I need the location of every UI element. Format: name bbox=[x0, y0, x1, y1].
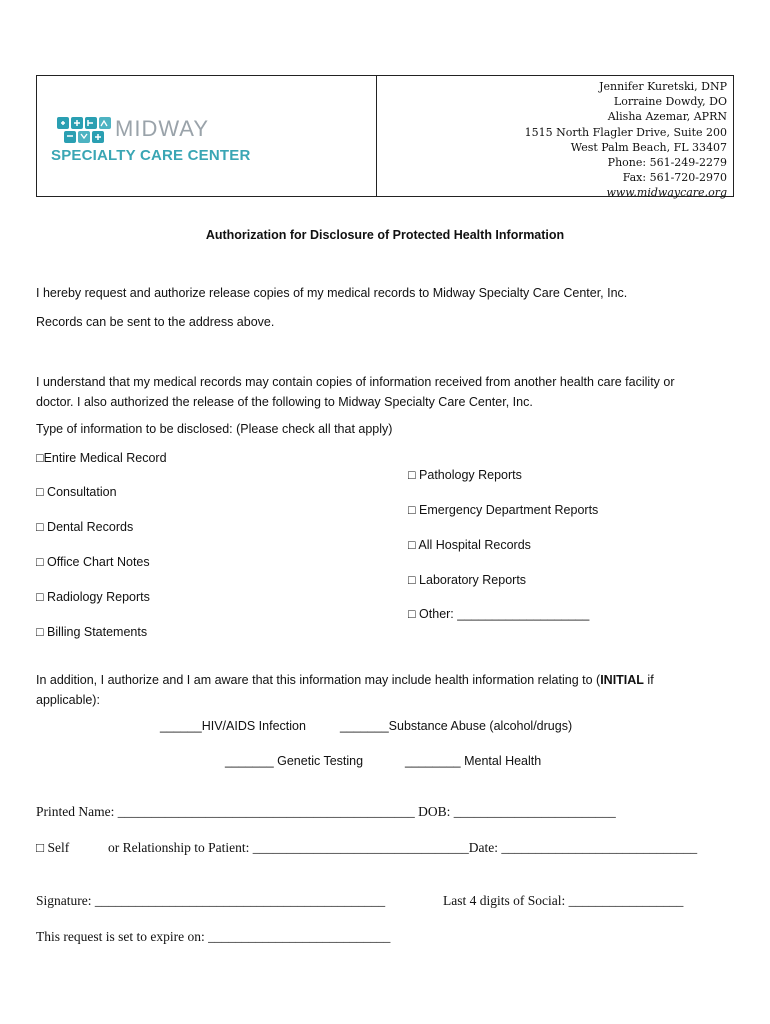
checkbox-icon[interactable]: □ bbox=[408, 573, 416, 587]
provider-name: Lorraine Dowdy, DO bbox=[613, 95, 727, 109]
phone: Phone: 561-249-2279 bbox=[607, 156, 727, 170]
header-divider bbox=[376, 76, 377, 196]
option-all-hospital-records[interactable] bbox=[408, 538, 531, 552]
relationship-date-field[interactable]: or Relationship to Patient: ________________________________Date: _____________________________ bbox=[108, 840, 698, 855]
option-label: Laboratory Reports bbox=[419, 573, 527, 587]
request-paragraph: I hereby request and authorize release copies of my medical records to Midway Specialty Care Center, Inc. bbox=[36, 286, 628, 300]
social-last4-field[interactable]: Last 4 digits of Social: _________________ bbox=[443, 893, 684, 908]
option-dental-records[interactable] bbox=[36, 520, 133, 534]
option-label: Consultation bbox=[47, 485, 117, 499]
checkbox-icon[interactable]: □ bbox=[408, 503, 416, 517]
option-label: Entire Medical Record bbox=[43, 451, 167, 465]
option-label: Emergency Department Reports bbox=[419, 503, 599, 517]
records-sent-text: Records can be sent to the address above. bbox=[36, 315, 275, 329]
checkbox-icon[interactable]: □ bbox=[408, 538, 416, 552]
type-prompt: Type of information to be disclosed: (Please check all that apply) bbox=[36, 422, 393, 436]
option-consultation[interactable] bbox=[36, 485, 117, 499]
letterhead bbox=[36, 75, 734, 200]
checkbox-icon[interactable]: □ bbox=[36, 590, 44, 604]
option-label: Other: ___________________ bbox=[419, 607, 590, 621]
initial-hiv-aids[interactable]: ______HIV/AIDS Infection bbox=[160, 719, 306, 733]
contact-block bbox=[525, 79, 727, 201]
option-pathology-reports[interactable] bbox=[408, 468, 522, 482]
provider-name: Jennifer Kuretski, DNP bbox=[599, 80, 727, 93]
option-office-chart-notes[interactable] bbox=[36, 555, 150, 569]
option-other[interactable] bbox=[408, 607, 589, 621]
option-label: Dental Records bbox=[47, 520, 134, 534]
checkbox-icon[interactable]: □ bbox=[36, 485, 44, 499]
website-link[interactable]: www.midwaycare.org bbox=[606, 186, 727, 200]
initial-substance-abuse[interactable]: _______Substance Abuse (alcohol/drugs) bbox=[340, 719, 573, 733]
logo-wordmark: MIDWAY bbox=[115, 116, 209, 141]
addition-paragraph: In addition, I authorize and I am aware that this information may include health information relating to (INITIAL if applicable): bbox=[36, 673, 654, 707]
option-laboratory-reports[interactable] bbox=[408, 573, 526, 587]
checkbox-icon[interactable]: □ bbox=[408, 607, 416, 621]
checkbox-icon[interactable]: □ bbox=[36, 555, 44, 569]
midway-logo bbox=[47, 114, 267, 174]
fax: Fax: 561-720-2970 bbox=[622, 171, 727, 185]
option-billing-statements[interactable] bbox=[36, 625, 147, 639]
option-radiology-reports[interactable] bbox=[36, 590, 150, 604]
self-checkbox[interactable]: □ Self bbox=[36, 840, 70, 855]
understand-paragraph: I understand that my medical records may contain copies of information received from another health care facility or doctor. I also authorized the release of the following to Midway Specialty Care Center, Inc. bbox=[36, 375, 675, 409]
option-emergency-department-reports[interactable] bbox=[408, 503, 598, 517]
printed-name-dob-field[interactable]: Printed Name: ____________________________________________ DOB: ________________________ bbox=[36, 804, 616, 819]
initial-genetic-testing[interactable]: _______ Genetic Testing bbox=[225, 754, 364, 768]
expiration-field[interactable]: This request is set to expire on: ___________________________ bbox=[36, 929, 391, 944]
provider-name: Alisha Azemar, APRN bbox=[607, 110, 727, 124]
option-label: All Hospital Records bbox=[418, 538, 531, 552]
option-label: Office Chart Notes bbox=[47, 555, 150, 569]
logo-subtitle: SPECIALTY CARE CENTER bbox=[51, 147, 251, 164]
initial-emphasis: INITIAL bbox=[600, 673, 644, 687]
city-line: West Palm Beach, FL 33407 bbox=[570, 140, 727, 154]
option-label: Billing Statements bbox=[47, 625, 148, 639]
checkbox-icon[interactable]: □ bbox=[36, 520, 44, 534]
signature-field[interactable]: Signature: ___________________________________________ bbox=[36, 893, 386, 908]
option-entire-medical-record[interactable] bbox=[36, 451, 167, 465]
option-label: Pathology Reports bbox=[419, 468, 522, 482]
option-label: Radiology Reports bbox=[47, 590, 150, 604]
address-line: 1515 North Flagler Drive, Suite 200 bbox=[524, 125, 727, 139]
checkbox-icon[interactable]: □ bbox=[36, 451, 44, 465]
document-title: Authorization for Disclosure of Protected Health Information bbox=[205, 228, 565, 242]
checkbox-icon[interactable]: □ bbox=[408, 468, 416, 482]
checkbox-icon[interactable]: □ bbox=[36, 625, 44, 639]
initial-mental-health[interactable]: ________ Mental Health bbox=[405, 754, 542, 768]
